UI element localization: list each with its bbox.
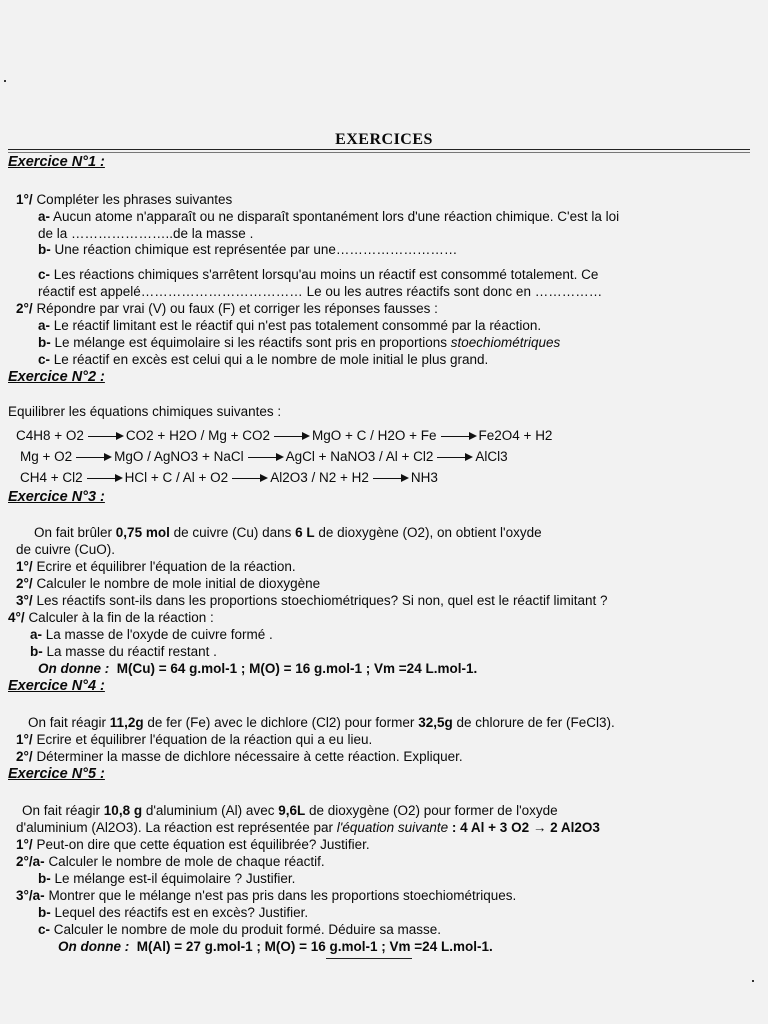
ex1-q2-item-c bbox=[38, 352, 488, 367]
reaction-arrow-icon bbox=[373, 478, 407, 479]
ex1-q2-text: Répondre par vrai (V) ou faux (F) et corriger les réponses fausses : bbox=[36, 301, 438, 316]
ex3-question-1 bbox=[16, 559, 296, 574]
reaction-arrow-icon bbox=[248, 457, 282, 458]
ex4-intro-text-3: de chlorure de fer (FeCl3). bbox=[452, 715, 615, 730]
eq-row1-part2: CO2 + H2O / Mg + CO2 bbox=[125, 428, 270, 443]
reaction-arrow-icon bbox=[87, 478, 121, 479]
ex1-q2a-letter: a- bbox=[38, 318, 51, 333]
reaction-arrow-icon bbox=[232, 478, 266, 479]
ex1-question-2 bbox=[16, 301, 438, 316]
ex1-q2-item-a bbox=[38, 318, 541, 333]
ex5-q2b-letter: b- bbox=[38, 871, 51, 886]
ex4-q1-text: Ecrire et équilibrer l'équation de la réaction qui a eu lieu. bbox=[36, 732, 373, 747]
eq-row2-part3: AgCl + NaNO3 / Al + Cl2 bbox=[285, 449, 434, 464]
ex3-question-3 bbox=[16, 593, 607, 608]
ex1-c-text-1: Les réactions chimiques s'arrêtent lorsqu'au moins un réactif est consommé totalement. Ce bbox=[53, 267, 599, 282]
exercise-5-heading: Exercice N°5 : bbox=[8, 766, 105, 782]
ex1-item-a-line1 bbox=[38, 209, 619, 224]
ex1-q2-item-b bbox=[38, 335, 560, 350]
ex1-q2b-text: Le mélange est équimolaire si les réactifs sont pris en proportions bbox=[54, 335, 451, 350]
ex4-mass-fecl3: 32,5g bbox=[418, 715, 453, 730]
ex5-question-3c bbox=[38, 922, 441, 937]
exercise-2-heading: Exercice N°2 : bbox=[8, 369, 105, 385]
ex5-q3c-letter: c- bbox=[38, 922, 51, 937]
ex5-q3-text: Montrer que le mélange n'est pas pris dans les proportions stoechiométriques. bbox=[48, 888, 517, 903]
ex3-question-2 bbox=[16, 576, 320, 591]
ex4-intro-text-1: On fait réagir bbox=[28, 715, 110, 730]
ex5-equation: : 4 Al + 3 O2 → 2 Al2O3 bbox=[448, 820, 600, 835]
eq-row1-part1: C4H8 + O2 bbox=[16, 428, 84, 443]
ex3-given-label: On donne : bbox=[38, 661, 110, 676]
reaction-arrow-icon bbox=[441, 436, 475, 437]
ex5-q3-number: 3°/a- bbox=[16, 888, 45, 903]
ex3-q2-number: 2°/ bbox=[16, 576, 33, 591]
ex5-intro-line2 bbox=[16, 820, 600, 835]
ex1-q1-number: 1°/ bbox=[16, 192, 33, 207]
ex3-given-data bbox=[38, 661, 477, 676]
equation-row-1 bbox=[16, 428, 552, 443]
ex5-q2b-text: Le mélange est-il équimolaire ? Justifier. bbox=[54, 871, 296, 886]
ex3-q4-item-b bbox=[30, 644, 217, 659]
title-rule-secondary bbox=[8, 152, 750, 153]
ex1-q2c-text: Le réactif en excès est celui qui a le nombre de mole initial le plus grand. bbox=[53, 352, 489, 367]
ex5-given-values: M(Al) = 27 g.mol-1 ; M(O) = 16 g.mol-1 ; Vm =24 L.mol-1. bbox=[136, 939, 493, 954]
ex4-question-1 bbox=[16, 732, 372, 747]
ex3-intro-line2: de cuivre (CuO). bbox=[16, 542, 116, 557]
ex3-q2-text: Calculer le nombre de mole initial de dioxygène bbox=[36, 576, 321, 591]
ex1-q2c-letter: c- bbox=[38, 352, 51, 367]
ex5-question-2a bbox=[16, 854, 325, 869]
ex5-line2-text: d'aluminium (Al2O3). La réaction est représentée par bbox=[16, 820, 337, 835]
ex1-b-text: Une réaction chimique est représentée par une……………………… bbox=[54, 242, 458, 257]
eq-row1-part3: MgO + C / H2O + Fe bbox=[311, 428, 437, 443]
ex3-q4a-text: La masse de l'oxyde de cuivre formé . bbox=[45, 627, 273, 642]
ex4-intro-text-2: de fer (Fe) avec le dichlore (Cl2) pour former bbox=[143, 715, 419, 730]
reaction-arrow-icon bbox=[274, 436, 308, 437]
ex1-q2-number: 2°/ bbox=[16, 301, 33, 316]
ex2-intro: Equilibrer les équations chimiques suivantes : bbox=[8, 404, 282, 419]
ex5-q3b-text: Lequel des réactifs est en excès? Justifier. bbox=[54, 905, 309, 920]
ex3-q3-number: 3°/ bbox=[16, 593, 33, 608]
ex1-q2b-italic: stoechiométriques bbox=[450, 335, 561, 350]
ex3-given-values: M(Cu) = 64 g.mol-1 ; M(O) = 16 g.mol-1 ; Vm =24 L.mol-1. bbox=[116, 661, 478, 676]
ex5-q2-number: 2°/a- bbox=[16, 854, 45, 869]
ex5-mass-al: 10,8 g bbox=[103, 803, 143, 818]
exercise-3-heading: Exercice N°3 : bbox=[8, 489, 105, 505]
ex3-q4b-text: La masse du réactif restant . bbox=[46, 644, 217, 659]
ex4-q1-number: 1°/ bbox=[16, 732, 33, 747]
ex5-volume-o2: 9,6L bbox=[278, 803, 306, 818]
ex3-intro-text-1: On fait brûler bbox=[34, 525, 116, 540]
ex1-q1-text: Compléter les phrases suivantes bbox=[36, 192, 233, 207]
ex5-given-label: On donne : bbox=[58, 939, 130, 954]
ex5-q1-number: 1°/ bbox=[16, 837, 33, 852]
ex3-q1-text: Ecrire et équilibrer l'équation de la réaction. bbox=[36, 559, 296, 574]
equation-row-3 bbox=[20, 470, 438, 485]
ex4-q2-number: 2°/ bbox=[16, 749, 33, 764]
ex3-question-4 bbox=[8, 610, 214, 625]
eq-row2-part1: Mg + O2 bbox=[20, 449, 73, 464]
eq-row3-part4: NH3 bbox=[410, 470, 438, 485]
ex1-c-text-2: réactif est appelé……………………………… Le ou les autres réactifs sont donc en …………… bbox=[38, 284, 603, 299]
ex1-a-text-2: de la …………………..de la masse . bbox=[38, 226, 254, 241]
ex3-intro-text-3: de dioxygène (O2), on obtient l'oxyde bbox=[314, 525, 542, 540]
ex5-question-2b bbox=[38, 871, 295, 886]
eq-row3-part1: CH4 + Cl2 bbox=[20, 470, 83, 485]
exercise-4-heading: Exercice N°4 : bbox=[8, 678, 105, 694]
ex5-q3c-text: Calculer le nombre de mole du produit formé. Déduire sa masse. bbox=[53, 922, 441, 937]
ex1-q2a-text: Le réactif limitant est le réactif qui n'est pas totalement consommé par la réaction. bbox=[53, 318, 542, 333]
ex3-intro-text-2: de cuivre (Cu) dans bbox=[169, 525, 296, 540]
ex3-q4-text: Calculer à la fin de la réaction : bbox=[28, 610, 214, 625]
ex5-intro-text-2: d'aluminium (Al) avec bbox=[142, 803, 279, 818]
ex5-question-3b bbox=[38, 905, 308, 920]
ex1-c-letter: c- bbox=[38, 267, 51, 282]
ex3-q4-item-a bbox=[30, 627, 273, 642]
ex1-item-b bbox=[38, 242, 457, 257]
eq-row1-part4: Fe2O4 + H2 bbox=[478, 428, 553, 443]
ex1-a-letter: a- bbox=[38, 209, 51, 224]
page-title: EXERCICES bbox=[335, 131, 433, 148]
ex3-intro-line1 bbox=[34, 525, 542, 540]
exercise-1-heading: Exercice N°1 : bbox=[8, 154, 105, 170]
ex5-q2-text: Calculer le nombre de mole de chaque réactif. bbox=[48, 854, 325, 869]
ex3-q1-number: 1°/ bbox=[16, 559, 33, 574]
ex1-a-text-1: Aucun atome n'apparaît ou ne disparaît spontanément lors d'une réaction chimique. C'est la loi bbox=[53, 209, 620, 224]
ex4-question-2 bbox=[16, 749, 463, 764]
reaction-arrow-icon bbox=[76, 457, 110, 458]
ex3-q3-text: Les réactifs sont-ils dans les proportions stoechiométriques? Si non, quel est le réactif limitant ? bbox=[36, 593, 608, 608]
scan-speck bbox=[752, 980, 754, 982]
ex4-mass-fe: 11,2g bbox=[109, 715, 144, 730]
ex3-volume-o2: 6 L bbox=[295, 525, 315, 540]
title-rule bbox=[8, 149, 750, 150]
ex4-intro bbox=[28, 715, 615, 730]
ex3-q4-number: 4°/ bbox=[8, 610, 25, 625]
equation-row-2 bbox=[20, 449, 508, 464]
reaction-arrow-icon bbox=[437, 457, 471, 458]
ex5-intro-text-1: On fait réagir bbox=[22, 803, 104, 818]
ex3-amount-cu: 0,75 mol bbox=[115, 525, 170, 540]
ex1-question-1 bbox=[16, 192, 232, 207]
eq-row3-part2: HCl + C / Al + O2 bbox=[124, 470, 229, 485]
ex3-q4b-letter: b- bbox=[30, 644, 43, 659]
ex5-line2-italic: l'équation suivante bbox=[336, 820, 449, 835]
eq-row2-part2: MgO / AgNO3 + NaCl bbox=[114, 449, 244, 464]
ex1-b-letter: b- bbox=[38, 242, 51, 257]
eq-row2-part4: AlCl3 bbox=[475, 449, 508, 464]
ex5-question-3a bbox=[16, 888, 516, 903]
ex5-question-1 bbox=[16, 837, 370, 852]
ex3-q4a-letter: a- bbox=[30, 627, 43, 642]
ex5-q1-text: Peut-on dire que cette équation est équilibrée? Justifier. bbox=[36, 837, 370, 852]
eq-row3-part3: Al2O3 / N2 + H2 bbox=[270, 470, 369, 485]
ex5-given-data bbox=[58, 939, 493, 954]
reaction-arrow-icon bbox=[88, 436, 122, 437]
ex4-q2-text: Déterminer la masse de dichlore nécessaire à cette réaction. Expliquer. bbox=[36, 749, 463, 764]
ex5-q3b-letter: b- bbox=[38, 905, 51, 920]
scan-speck bbox=[4, 80, 6, 82]
ex1-q2b-letter: b- bbox=[38, 335, 51, 350]
ex1-item-c-line1 bbox=[38, 267, 598, 282]
ex5-intro-line1 bbox=[22, 803, 558, 818]
end-rule bbox=[326, 958, 412, 959]
ex5-intro-text-3: de dioxygène (O2) pour former de l'oxyde bbox=[305, 803, 558, 818]
